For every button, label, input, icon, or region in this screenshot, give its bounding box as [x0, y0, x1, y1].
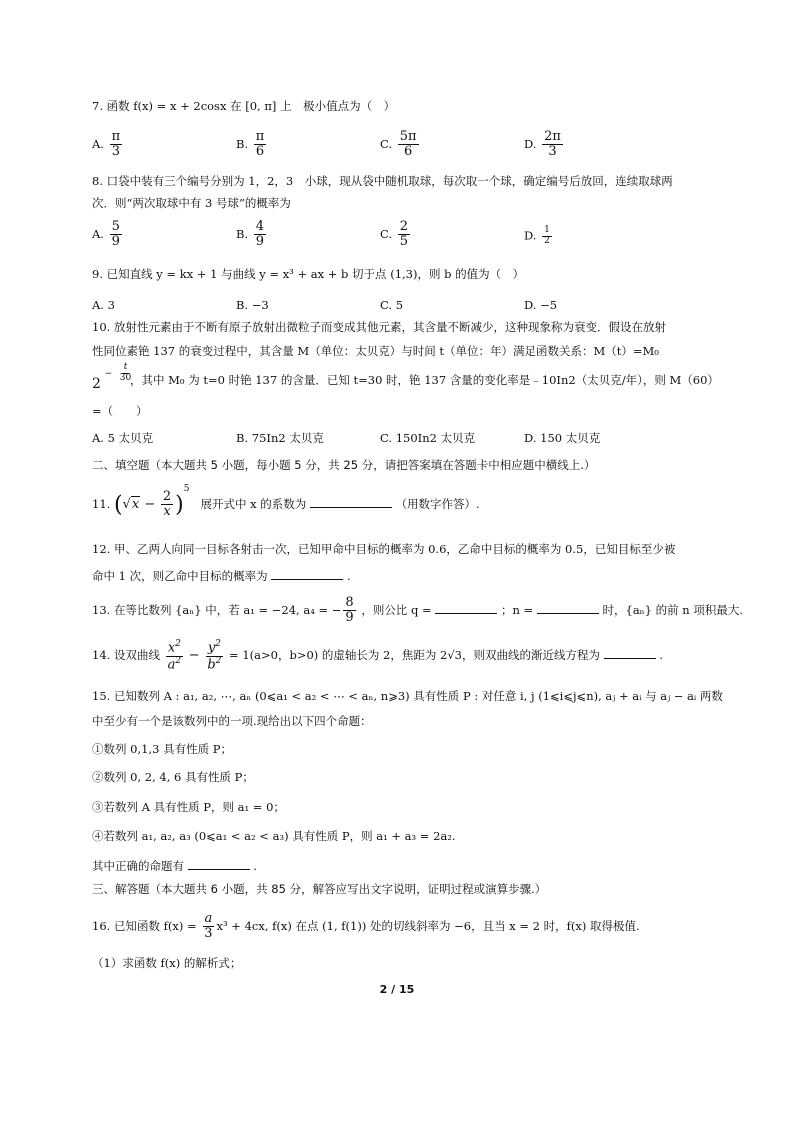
q12-line1: 12. 甲、乙两人向同一目标各射击一次，已知甲命中目标的概率为 0.6，乙命中目标的概率为 0.5，已知目标至少被 [92, 542, 676, 556]
option-text: 5 太贝克 [107, 431, 154, 445]
option-text: −5 [540, 298, 558, 312]
q8-option-c [380, 220, 412, 250]
frac-num: 5π [399, 129, 417, 144]
option-text: 3 [107, 298, 115, 312]
option-label: A. [92, 298, 104, 312]
frac-den: 9 [345, 610, 354, 626]
frac-den: 3 [548, 144, 557, 160]
option-text: 75In2 太贝克 [251, 431, 324, 445]
q10-option-b [236, 430, 324, 446]
q15-answer-label: 其中正确的命题有 [92, 859, 184, 873]
q8-line1: 8. 口袋中装有三个编号分别为 1，2，3 小球，现从袋中随机取球，每次取一个球，确定编号后放回，连续取球两 [92, 174, 673, 188]
frac-den: 9 [255, 234, 265, 250]
q11-suffix: 展开式中 x 的系数为 [200, 496, 307, 511]
q10-option-a [92, 430, 153, 446]
q13-mid2: ；n = [500, 602, 534, 617]
q15-item-2: ②数列 0, 2, 4, 6 具有性质 P； [92, 770, 254, 784]
page-number: 2 / 15 [379, 983, 415, 996]
option-label: C. [380, 136, 393, 151]
option-label: D. [524, 136, 537, 151]
q9-option-d [524, 298, 557, 312]
q7-option-d [524, 130, 565, 160]
q13-tail: 时，{aₙ} 的前 n 项积最大. [602, 602, 743, 617]
q10-option-d [524, 430, 600, 446]
q16-prefix: 16. 已知函数 f(x) = [92, 918, 197, 933]
q7-option-b [236, 130, 268, 160]
frac-den: 6 [403, 144, 413, 160]
q12-line2: 命中 1 次，则乙命中目标的概率为 [92, 569, 268, 583]
frac-num: π [255, 129, 265, 144]
q16-part1: （1）求函数 f(x) 的解析式； [92, 956, 242, 970]
q7-option-a [92, 130, 124, 160]
q15-answer-line [92, 857, 257, 874]
frac-den: 3 [111, 144, 121, 160]
frac-num: 4 [255, 219, 265, 234]
q14-line: 14. 设双曲线 $\frac{x^2}{a^2}$ − $\frac{y^2}{b^2}$ = 1(a>0，b>0) 的虚轴长为 2，焦距为 2√3，则双曲线的渐近线方程为 . [92, 639, 663, 672]
q12-answer-blank[interactable] [271, 567, 343, 580]
q12-line2-wrap [92, 567, 351, 584]
frac-den: 5 [399, 234, 408, 250]
frac-num: 8 [345, 595, 354, 610]
option-label: D. [524, 431, 537, 445]
q10-line3: ，其中 M₀ 为 t=0 时铯 137 的含量．已知 t=30 时，铯 137 含量的变化率是﹣10In2（太贝克/年），则 M（60） [130, 373, 719, 387]
q9-option-a [92, 298, 115, 312]
q8-option-d [524, 226, 554, 247]
frac-num: 5 [111, 219, 120, 234]
q10-line2: 性同位素铯 137 的衰变过程中，其含量 M（单位：太贝克）与时间 t（单位：年）满足函数关系：M（t）=M₀ [92, 344, 659, 358]
option-text: 5 [395, 298, 404, 312]
option-text: 150 太贝克 [540, 431, 601, 445]
q8-option-b [236, 220, 268, 250]
q12-tail: . [346, 569, 351, 583]
q15-item-1: ①数列 0,1,3 具有性质 P； [92, 742, 232, 756]
q13-line [92, 596, 743, 626]
frac-num: π [111, 129, 121, 144]
option-label: B. [236, 431, 249, 445]
q11-tail: （用数字作答）. [395, 496, 480, 511]
frac-den: 2 [544, 235, 550, 246]
q9-stem: 9. 已知直线 y = kx + 1 与曲线 y = x³ + ax + b 切于点 (1,3)，则 b 的值为（ ） [92, 267, 525, 281]
exp-den: 30 [119, 372, 132, 383]
q15-tail: . [253, 859, 257, 873]
q7-option-c [380, 130, 421, 160]
q7-stem: 7. 函数 f(x) = x + 2cosx 在 [0, π] 上 极小值点为（ ） [92, 99, 396, 113]
q9-option-b [236, 298, 269, 312]
option-label: A. [92, 136, 104, 151]
frac-num: 2 [399, 219, 408, 234]
q10-exponent-expr: 2 − $\frac{t}{30}$ [92, 362, 132, 393]
q13-n-blank[interactable] [537, 601, 599, 614]
option-label: A. [92, 226, 104, 241]
option-label: B. [236, 298, 249, 312]
q14-mid: = 1(a>0，b>0) 的虚轴长为 2，焦距为 2√3，则双曲线的渐近线方程为 [229, 648, 600, 663]
q15-answer-blank[interactable] [188, 857, 250, 870]
option-label: B. [236, 136, 249, 151]
q13-prefix: 13. 在等比数列 {aₙ} 中，若 a₁ = −24, a₄ = − [92, 602, 342, 617]
q10-line1: 10. 放射性元素由于不断有原子放射出微粒子而变成其他元素，其含量不断减少，这种现象称为衰变．假设在放射 [92, 320, 666, 334]
option-text: 150In2 太贝克 [395, 431, 476, 445]
frac-den: 3 [204, 926, 213, 942]
q15-line1: 15. 已知数列 A : a₁, a₂, ⋯, aₙ (0⩽a₁ < a₂ < ⋯ < aₙ, n⩾3) 具有性质 P : 对任意 i, j (1⩽i⩽j⩽n), aⱼ + aᵢ 与 aⱼ − aᵢ 两数 [92, 689, 723, 703]
q8-option-a [92, 220, 124, 250]
section-3-heading: 三、解答题（本大题共 6 小题，共 85 分，解答应写出文字说明，证明过程或演算步骤.） [92, 882, 547, 896]
frac-den: 6 [255, 144, 265, 160]
option-label: C. [380, 298, 393, 312]
exp-num: t [123, 362, 128, 372]
section-2-heading: 二、填空题（本大题共 5 小题，每小题 5 分，共 25 分，请把答案填在答题卡中相应题中横线上.） [92, 458, 596, 472]
option-label: D. [524, 298, 537, 312]
frac-num: 1 [544, 225, 550, 235]
q13-q-blank[interactable] [435, 601, 497, 614]
q11-line: 11. (√x − $\frac{2}{x}$ )$^5$ 展开式中 x 的系数为 （用数字作答）. [92, 483, 480, 520]
q13-mid: ，则公比 q = [361, 602, 432, 617]
option-label: C. [380, 431, 393, 445]
frac-num: a [204, 911, 213, 926]
q15-line2: 中至少有一个是该数列中的一项.现给出以下四个命题： [92, 714, 372, 728]
option-label: B. [236, 226, 249, 241]
q8-line2: 次．则“两次取球中有 3 号球”的概率为 [92, 196, 291, 210]
q15-item-4: ④若数列 a₁, a₂, a₃ (0⩽a₁ < a₂ < a₃) 具有性质 P，则 a₁ + a₃ = 2a₂. [92, 829, 456, 843]
option-label: D. [524, 228, 537, 243]
q14-prefix: 14. 设双曲线 [92, 648, 160, 663]
option-label: A. [92, 431, 104, 445]
frac-num: 2π [544, 129, 561, 144]
q16-rest: x³ + 4cx, f(x) 在点 (1, f(1)) 处的切线斜率为 −6，且当 x = 2 时，f(x) 取得极值. [216, 918, 640, 933]
q11-answer-blank[interactable] [310, 495, 392, 508]
q16-line [92, 912, 640, 942]
q15-item-3: ③若数列 A 具有性质 P，则 a₁ = 0； [92, 800, 285, 814]
frac-den: 9 [111, 234, 120, 250]
q14-tail: . [659, 648, 663, 663]
option-text: −3 [251, 298, 269, 312]
q10-line4: =（ ） [92, 404, 148, 418]
option-label: C. [380, 226, 393, 241]
q10-option-c [380, 430, 475, 446]
q14-answer-blank[interactable] [604, 646, 656, 659]
q9-option-c [380, 298, 403, 312]
q11-prefix: 11. [92, 496, 111, 511]
exp-base: 2 [92, 376, 101, 393]
